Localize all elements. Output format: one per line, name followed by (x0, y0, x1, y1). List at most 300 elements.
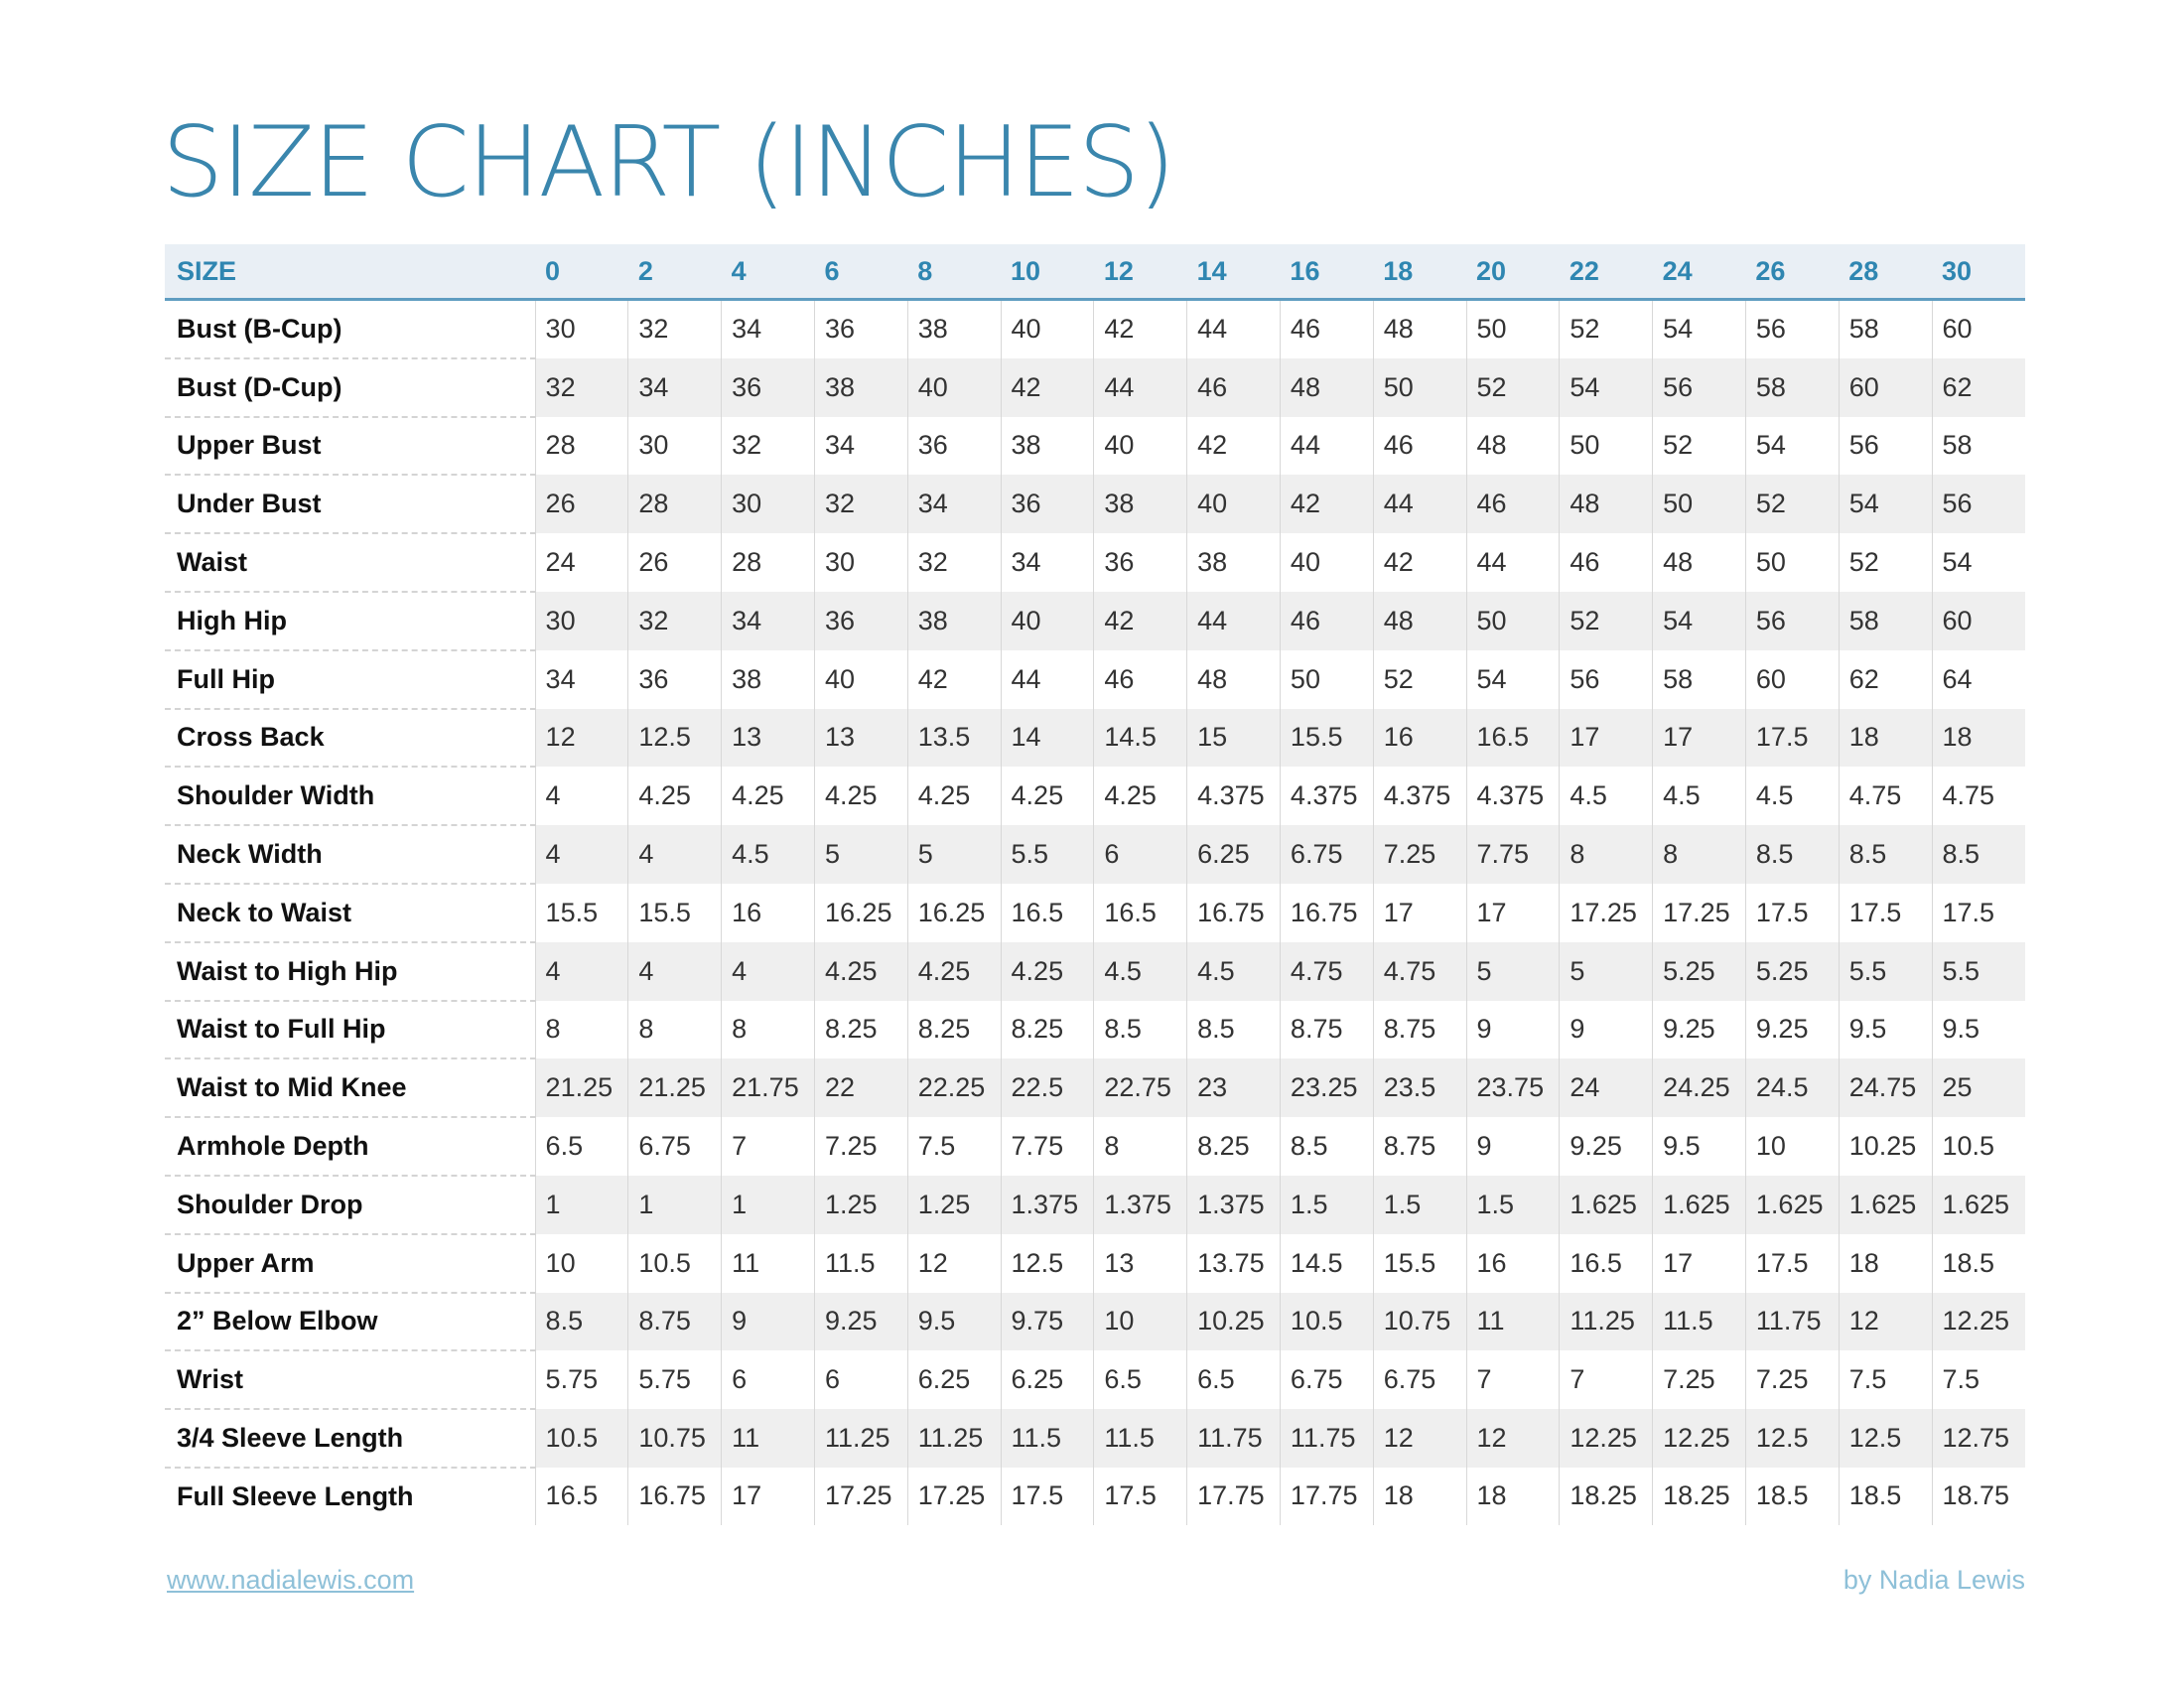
measurement-cell: 8.75 (1373, 1001, 1466, 1059)
measurement-cell: 18.75 (1932, 1468, 2025, 1525)
row-label: Upper Bust (165, 417, 535, 476)
measurement-cell: 28 (535, 417, 628, 476)
table-body (165, 300, 2025, 1525)
measurement-cell: 26 (628, 533, 722, 592)
measurement-cell: 12 (535, 709, 628, 768)
measurement-cell: 7.25 (1745, 1350, 1839, 1409)
table-row (165, 942, 2025, 1001)
size-header-cell: 4 (722, 244, 815, 300)
measurement-cell: 4.75 (1373, 942, 1466, 1001)
measurement-cell: 9.5 (1932, 1001, 2025, 1059)
size-header-cell: 26 (1745, 244, 1839, 300)
measurement-cell: 1.375 (1094, 1176, 1187, 1234)
measurement-cell: 17.25 (1653, 884, 1746, 942)
size-header-cell: 24 (1653, 244, 1746, 300)
measurement-cell: 1 (535, 1176, 628, 1234)
size-header-cell: 0 (535, 244, 628, 300)
size-chart-table (165, 244, 2025, 1525)
measurement-cell: 48 (1466, 417, 1560, 476)
measurement-cell: 50 (1280, 650, 1373, 709)
measurement-cell: 64 (1932, 650, 2025, 709)
size-header-cell: 16 (1280, 244, 1373, 300)
measurement-cell: 44 (1094, 358, 1187, 417)
measurement-cell: 4.25 (907, 942, 1001, 1001)
measurement-cell: 1.375 (1187, 1176, 1281, 1234)
measurement-cell: 6.25 (907, 1350, 1001, 1409)
measurement-cell: 5 (814, 825, 907, 884)
measurement-cell: 6.5 (1187, 1350, 1281, 1409)
measurement-cell: 17 (1560, 709, 1653, 768)
measurement-cell: 56 (1932, 475, 2025, 533)
measurement-cell: 7.25 (1373, 825, 1466, 884)
measurement-cell: 11.75 (1280, 1409, 1373, 1468)
measurement-cell: 4.25 (814, 767, 907, 825)
measurement-cell: 11.5 (1653, 1293, 1746, 1351)
measurement-cell: 24.75 (1839, 1058, 1932, 1117)
measurement-cell: 7.25 (814, 1117, 907, 1176)
measurement-cell: 1.375 (1001, 1176, 1094, 1234)
measurement-cell: 16 (1466, 1234, 1560, 1293)
measurement-cell: 48 (1373, 300, 1466, 358)
measurement-cell: 21.25 (535, 1058, 628, 1117)
measurement-cell: 44 (1187, 592, 1281, 650)
measurement-cell: 7 (1560, 1350, 1653, 1409)
measurement-cell: 52 (1466, 358, 1560, 417)
measurement-cell: 56 (1653, 358, 1746, 417)
measurement-cell: 5.5 (1001, 825, 1094, 884)
measurement-cell: 50 (1560, 417, 1653, 476)
measurement-cell: 12.5 (1001, 1234, 1094, 1293)
measurement-cell: 50 (1373, 358, 1466, 417)
measurement-cell: 4.375 (1466, 767, 1560, 825)
measurement-cell: 16 (1373, 709, 1466, 768)
measurement-cell: 11 (722, 1234, 815, 1293)
measurement-cell: 17.75 (1187, 1468, 1281, 1525)
row-label: Under Bust (165, 475, 535, 533)
measurement-cell: 4 (722, 942, 815, 1001)
measurement-cell: 9 (1466, 1117, 1560, 1176)
measurement-cell: 13.75 (1187, 1234, 1281, 1293)
measurement-cell: 6.75 (628, 1117, 722, 1176)
measurement-cell: 42 (1001, 358, 1094, 417)
measurement-cell: 13 (1094, 1234, 1187, 1293)
measurement-cell: 16.75 (1280, 884, 1373, 942)
measurement-cell: 9.5 (907, 1293, 1001, 1351)
measurement-cell: 34 (535, 650, 628, 709)
measurement-cell: 46 (1187, 358, 1281, 417)
measurement-cell: 42 (907, 650, 1001, 709)
measurement-cell: 34 (722, 300, 815, 358)
measurement-cell: 48 (1373, 592, 1466, 650)
measurement-cell: 5 (1466, 942, 1560, 1001)
measurement-cell: 4.25 (907, 767, 1001, 825)
measurement-cell: 8.25 (907, 1001, 1001, 1059)
measurement-cell: 1 (722, 1176, 815, 1234)
measurement-cell: 8.75 (628, 1293, 722, 1351)
measurement-cell: 13 (814, 709, 907, 768)
measurement-cell: 32 (722, 417, 815, 476)
measurement-cell: 5.25 (1745, 942, 1839, 1001)
measurement-cell: 11.75 (1745, 1293, 1839, 1351)
measurement-cell: 40 (1001, 300, 1094, 358)
size-header-cell: 12 (1094, 244, 1187, 300)
measurement-cell: 6.75 (1280, 1350, 1373, 1409)
page-title: SIZE CHART (INCHES) (162, 106, 1174, 219)
measurement-cell: 12.25 (1653, 1409, 1746, 1468)
measurement-cell: 8.25 (1187, 1117, 1281, 1176)
row-label: Wrist (165, 1350, 535, 1409)
measurement-cell: 17.5 (1745, 1234, 1839, 1293)
table-row (165, 1409, 2025, 1468)
measurement-cell: 4 (535, 825, 628, 884)
measurement-cell: 6.5 (535, 1117, 628, 1176)
measurement-cell: 17.25 (814, 1468, 907, 1525)
measurement-cell: 36 (722, 358, 815, 417)
measurement-cell: 16.75 (1187, 884, 1281, 942)
measurement-cell: 4.5 (1653, 767, 1746, 825)
measurement-cell: 7 (722, 1117, 815, 1176)
measurement-cell: 10.5 (1280, 1293, 1373, 1351)
measurement-cell: 11.25 (1560, 1293, 1653, 1351)
row-label: Shoulder Drop (165, 1176, 535, 1234)
table-row (165, 1293, 2025, 1351)
table-row (165, 1001, 2025, 1059)
measurement-cell: 4.25 (628, 767, 722, 825)
measurement-cell: 4.5 (722, 825, 815, 884)
measurement-cell: 15 (1187, 709, 1281, 768)
measurement-cell: 11.25 (814, 1409, 907, 1468)
measurement-cell: 38 (1187, 533, 1281, 592)
measurement-cell: 34 (628, 358, 722, 417)
measurement-cell: 34 (814, 417, 907, 476)
measurement-cell: 46 (1280, 300, 1373, 358)
measurement-cell: 9 (1466, 1001, 1560, 1059)
measurement-cell: 54 (1653, 300, 1746, 358)
measurement-cell: 16.5 (1001, 884, 1094, 942)
measurement-cell: 4.5 (1187, 942, 1281, 1001)
measurement-cell: 12 (1466, 1409, 1560, 1468)
measurement-cell: 60 (1745, 650, 1839, 709)
size-header-cell: 18 (1373, 244, 1466, 300)
row-label: Waist to High Hip (165, 942, 535, 1001)
measurement-cell: 5 (1560, 942, 1653, 1001)
measurement-cell: 7.5 (907, 1117, 1001, 1176)
table-header-row (165, 244, 2025, 300)
row-label: Full Sleeve Length (177, 1480, 414, 1511)
measurement-cell: 8 (722, 1001, 815, 1059)
table-row (165, 300, 2025, 358)
measurement-cell: 17.25 (907, 1468, 1001, 1525)
measurement-cell: 17.5 (1001, 1468, 1094, 1525)
measurement-cell: 9.5 (1839, 1001, 1932, 1059)
row-label: Bust (D-Cup) (165, 358, 535, 417)
measurement-cell: 11 (722, 1409, 815, 1468)
measurement-cell: 8.75 (1373, 1117, 1466, 1176)
measurement-cell: 4.375 (1187, 767, 1281, 825)
measurement-cell: 12.5 (1745, 1409, 1839, 1468)
measurement-cell: 56 (1745, 592, 1839, 650)
measurement-cell: 17.5 (1839, 884, 1932, 942)
measurement-cell: 42 (1373, 533, 1466, 592)
measurement-cell: 7.25 (1653, 1350, 1746, 1409)
measurement-cell: 8.5 (1094, 1001, 1187, 1059)
measurement-cell: 52 (1560, 592, 1653, 650)
measurement-cell: 22.25 (907, 1058, 1001, 1117)
measurement-cell: 5.75 (628, 1350, 722, 1409)
measurement-cell: 56 (1560, 650, 1653, 709)
measurement-cell: 8 (1094, 1117, 1187, 1176)
measurement-cell: 21.25 (628, 1058, 722, 1117)
measurement-cell: 30 (722, 475, 815, 533)
measurement-cell: 18 (1466, 1468, 1560, 1525)
measurement-cell: 6.75 (1280, 825, 1373, 884)
measurement-cell: 4.375 (1280, 767, 1373, 825)
table-row (165, 475, 2025, 533)
measurement-cell: 22.75 (1094, 1058, 1187, 1117)
measurement-cell: 17 (1373, 884, 1466, 942)
size-header-cell: 20 (1466, 244, 1560, 300)
measurement-cell: 4.5 (1094, 942, 1187, 1001)
measurement-cell: 8.5 (1187, 1001, 1281, 1059)
measurement-cell: 9.5 (1653, 1117, 1746, 1176)
row-label: Shoulder Width (165, 767, 535, 825)
measurement-cell: 58 (1932, 417, 2025, 476)
measurement-cell: 13.5 (907, 709, 1001, 768)
measurement-cell: 23 (1187, 1058, 1281, 1117)
measurement-cell: 1.25 (814, 1176, 907, 1234)
measurement-cell: 23.75 (1466, 1058, 1560, 1117)
table-row (165, 1234, 2025, 1293)
measurement-cell: 48 (1187, 650, 1281, 709)
measurement-cell: 60 (1932, 592, 2025, 650)
measurement-cell: 16.5 (1094, 884, 1187, 942)
table-row (165, 358, 2025, 417)
measurement-cell: 24 (1560, 1058, 1653, 1117)
measurement-cell: 40 (1280, 533, 1373, 592)
measurement-cell: 12 (1839, 1293, 1932, 1351)
measurement-cell: 9.25 (1560, 1117, 1653, 1176)
measurement-cell: 5.25 (1653, 942, 1746, 1001)
measurement-cell: 50 (1466, 300, 1560, 358)
measurement-cell: 40 (814, 650, 907, 709)
measurement-cell: 7.5 (1932, 1350, 2025, 1409)
measurement-cell: 8 (628, 1001, 722, 1059)
measurement-cell: 58 (1839, 592, 1932, 650)
measurement-cell: 36 (1001, 475, 1094, 533)
measurement-cell: 1.625 (1932, 1176, 2025, 1234)
measurement-cell: 30 (535, 300, 628, 358)
measurement-cell: 32 (628, 592, 722, 650)
measurement-cell: 1.625 (1653, 1176, 1746, 1234)
measurement-cell: 56 (1745, 300, 1839, 358)
size-header-cell: 22 (1560, 244, 1653, 300)
measurement-cell: 4.25 (814, 942, 907, 1001)
measurement-cell: 46 (1373, 417, 1466, 476)
measurement-cell: 12 (907, 1234, 1001, 1293)
measurement-cell: 11.75 (1187, 1409, 1281, 1468)
measurement-cell: 56 (1839, 417, 1932, 476)
measurement-cell: 8.25 (814, 1001, 907, 1059)
size-header-cell: 6 (814, 244, 907, 300)
measurement-cell: 17 (722, 1468, 815, 1525)
measurement-cell: 6.75 (1373, 1350, 1466, 1409)
table-row (165, 1117, 2025, 1176)
row-label: Upper Arm (165, 1234, 535, 1293)
measurement-cell: 9.25 (1745, 1001, 1839, 1059)
row-label: Bust (B-Cup) (165, 300, 535, 358)
measurement-cell: 17.5 (1745, 709, 1839, 768)
measurement-cell: 18.25 (1653, 1468, 1746, 1525)
measurement-cell: 6.5 (1094, 1350, 1187, 1409)
measurement-cell: 17.5 (1932, 884, 2025, 942)
table-row (165, 1468, 2025, 1525)
measurement-cell: 42 (1094, 300, 1187, 358)
measurement-cell: 30 (814, 533, 907, 592)
measurement-cell: 60 (1932, 300, 2025, 358)
measurement-cell: 17.25 (1560, 884, 1653, 942)
measurement-cell: 4.5 (1560, 767, 1653, 825)
measurement-cell: 40 (1187, 475, 1281, 533)
measurement-cell: 4.25 (722, 767, 815, 825)
measurement-cell: 5.5 (1932, 942, 2025, 1001)
measurement-cell: 36 (814, 300, 907, 358)
measurement-cell: 8 (1653, 825, 1746, 884)
row-label: 2” Below Elbow (165, 1293, 535, 1351)
measurement-cell: 38 (814, 358, 907, 417)
measurement-cell: 15.5 (1373, 1234, 1466, 1293)
measurement-cell: 52 (1745, 475, 1839, 533)
table-row (165, 767, 2025, 825)
measurement-cell: 9.25 (814, 1293, 907, 1351)
size-header-cell: 8 (907, 244, 1001, 300)
measurement-cell: 8.5 (535, 1293, 628, 1351)
measurement-cell: 36 (1094, 533, 1187, 592)
measurement-cell: 22.5 (1001, 1058, 1094, 1117)
measurement-cell: 1.5 (1373, 1176, 1466, 1234)
measurement-cell: 1 (628, 1176, 722, 1234)
measurement-cell: 36 (907, 417, 1001, 476)
measurement-cell: 1.5 (1280, 1176, 1373, 1234)
measurement-cell: 44 (1466, 533, 1560, 592)
measurement-cell: 34 (1001, 533, 1094, 592)
measurement-cell: 4.25 (1094, 767, 1187, 825)
table-row (165, 1058, 2025, 1117)
measurement-cell: 9.75 (1001, 1293, 1094, 1351)
measurement-cell: 5 (907, 825, 1001, 884)
measurement-cell: 17 (1466, 884, 1560, 942)
measurement-cell: 9.25 (1653, 1001, 1746, 1059)
row-label: Full Hip (165, 650, 535, 709)
measurement-cell: 1.25 (907, 1176, 1001, 1234)
measurement-cell: 12.75 (1932, 1409, 2025, 1468)
measurement-cell: 36 (628, 650, 722, 709)
measurement-cell: 10 (1094, 1293, 1187, 1351)
table-row (165, 650, 2025, 709)
measurement-cell: 4.375 (1373, 767, 1466, 825)
table-row (165, 709, 2025, 768)
measurement-cell: 32 (535, 358, 628, 417)
measurement-cell: 44 (1280, 417, 1373, 476)
measurement-cell: 44 (1373, 475, 1466, 533)
size-header-cell: 2 (628, 244, 722, 300)
measurement-cell: 44 (1187, 300, 1281, 358)
measurement-cell: 54 (1466, 650, 1560, 709)
measurement-cell: 38 (907, 300, 1001, 358)
measurement-cell: 10.5 (535, 1409, 628, 1468)
measurement-cell: 54 (1839, 475, 1932, 533)
measurement-cell: 28 (722, 533, 815, 592)
measurement-cell: 4 (535, 767, 628, 825)
measurement-cell: 24 (535, 533, 628, 592)
row-label: Waist to Mid Knee (165, 1058, 535, 1117)
measurement-cell: 46 (1466, 475, 1560, 533)
measurement-cell: 8.5 (1745, 825, 1839, 884)
measurement-cell: 8 (535, 1001, 628, 1059)
measurement-cell: 11.5 (1001, 1409, 1094, 1468)
measurement-cell: 58 (1839, 300, 1932, 358)
measurement-cell: 4 (628, 825, 722, 884)
size-header-label: SIZE (165, 244, 535, 300)
measurement-cell: 5.5 (1839, 942, 1932, 1001)
measurement-cell: 21.75 (722, 1058, 815, 1117)
measurement-cell: 26 (535, 475, 628, 533)
measurement-cell: 5.75 (535, 1350, 628, 1409)
measurement-cell: 15.5 (1280, 709, 1373, 768)
measurement-cell: 16.5 (1560, 1234, 1653, 1293)
measurement-cell: 8.25 (1001, 1001, 1094, 1059)
measurement-cell: 12.25 (1560, 1409, 1653, 1468)
row-label: Armhole Depth (165, 1117, 535, 1176)
measurement-cell: 7.75 (1001, 1117, 1094, 1176)
measurement-cell: 8.75 (1280, 1001, 1373, 1059)
measurement-cell: 12.25 (1932, 1293, 2025, 1351)
measurement-cell: 8.5 (1932, 825, 2025, 884)
measurement-cell: 9 (1560, 1001, 1653, 1059)
measurement-cell: 52 (1373, 650, 1466, 709)
measurement-cell: 4 (535, 942, 628, 1001)
measurement-cell: 50 (1466, 592, 1560, 650)
measurement-cell: 32 (628, 300, 722, 358)
measurement-cell: 10.5 (628, 1234, 722, 1293)
measurement-cell: 1.5 (1466, 1176, 1560, 1234)
measurement-cell: 10.75 (628, 1409, 722, 1468)
measurement-cell: 58 (1653, 650, 1746, 709)
measurement-cell: 32 (907, 533, 1001, 592)
measurement-cell: 42 (1094, 592, 1187, 650)
measurement-cell: 7.75 (1466, 825, 1560, 884)
measurement-cell: 11 (1466, 1293, 1560, 1351)
measurement-cell: 38 (722, 650, 815, 709)
measurement-cell: 6.25 (1187, 825, 1281, 884)
measurement-cell: 15.5 (628, 884, 722, 942)
measurement-cell: 46 (1280, 592, 1373, 650)
measurement-cell: 48 (1560, 475, 1653, 533)
row-label: 3/4 Sleeve Length (165, 1409, 535, 1468)
size-header-cell: 10 (1001, 244, 1094, 300)
measurement-cell: 16 (722, 884, 815, 942)
measurement-cell: 40 (1094, 417, 1187, 476)
row-label: Cross Back (165, 709, 535, 768)
measurement-cell: 11.5 (814, 1234, 907, 1293)
measurement-cell: 1.625 (1839, 1176, 1932, 1234)
measurement-cell: 6.25 (1001, 1350, 1094, 1409)
row-label: Neck Width (165, 825, 535, 884)
measurement-cell: 8.5 (1839, 825, 1932, 884)
measurement-cell: 62 (1839, 650, 1932, 709)
measurement-cell: 10.5 (1932, 1117, 2025, 1176)
measurement-cell: 15.5 (535, 884, 628, 942)
website-link[interactable]: www.nadialewis.com (167, 1565, 415, 1595)
